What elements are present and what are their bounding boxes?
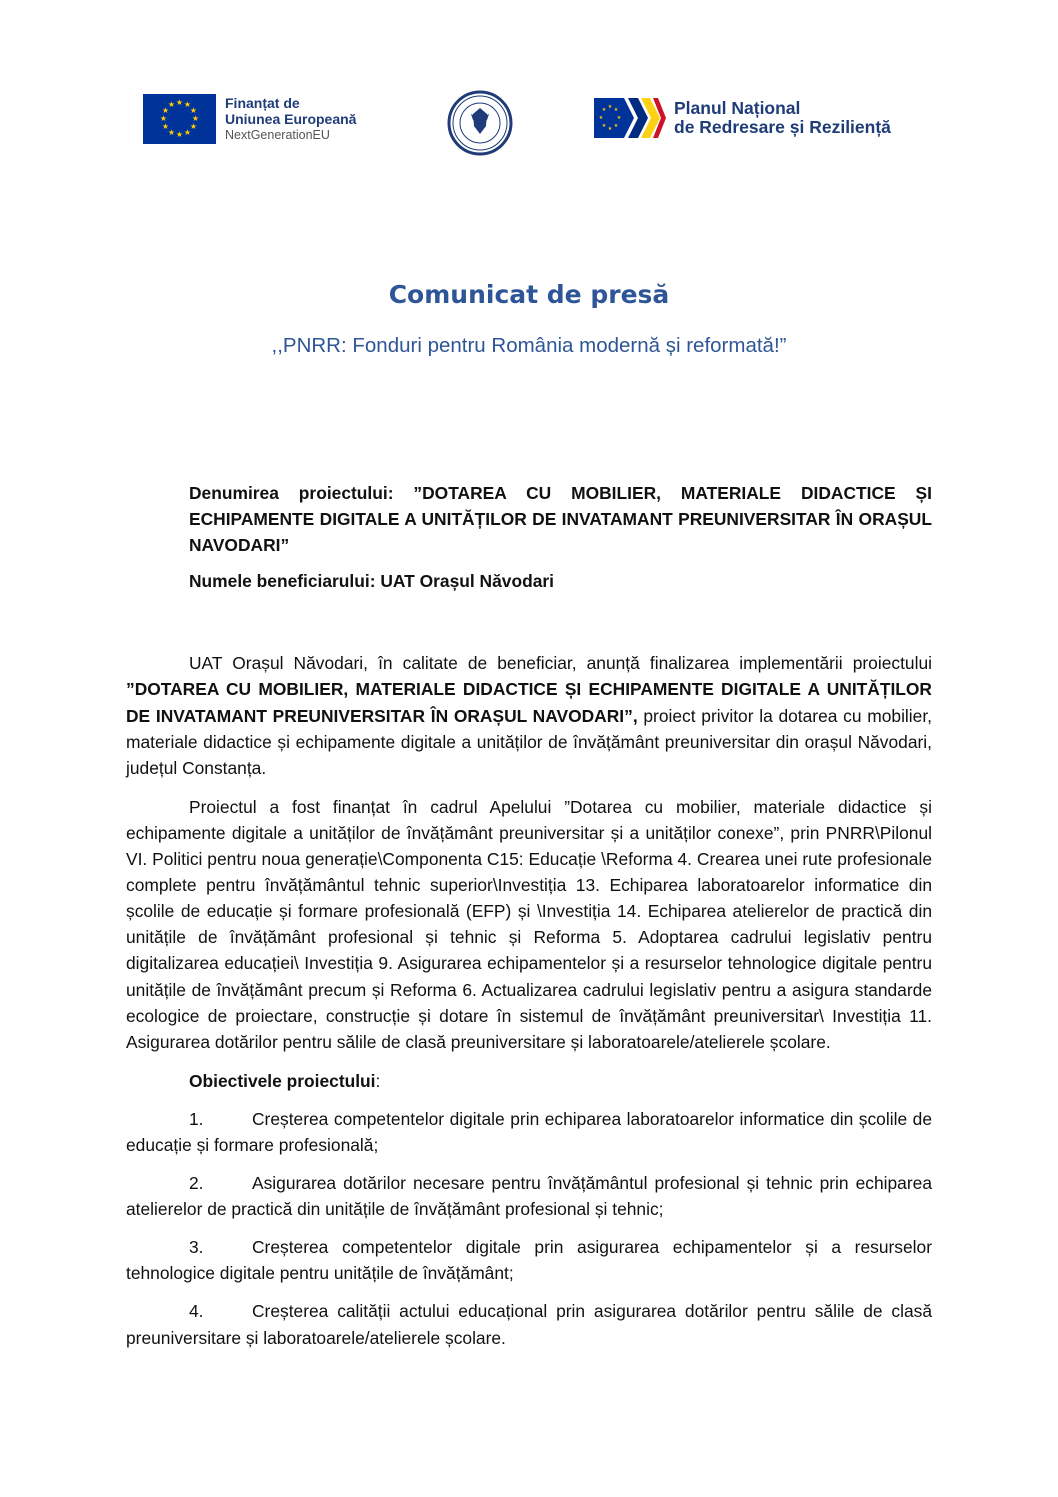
paragraph1-intro: UAT Orașul Năvodari, în calitate de beneficiar, anunță finalizarea implementării proiectului — [189, 653, 932, 674]
objective-text: Creșterea competentelor digitale prin echiparea laboratoarelor informatice din școlile de educație și formare profesională; — [126, 1108, 932, 1155]
svg-text:★: ★ — [159, 114, 168, 123]
paragraph-announcement — [126, 650, 932, 780]
pnrr-logo-line1: Planul Național — [674, 98, 801, 118]
svg-text:★: ★ — [616, 115, 622, 121]
objective-number: 3. — [189, 1237, 204, 1258]
document-body — [126, 480, 932, 1351]
objective-text: Creșterea calității actului educațional prin asigurarea dotărilor pentru sălile de clasă preuniversitare și laboratoarele/atelierele școlare. — [126, 1301, 932, 1348]
svg-text:★: ★ — [607, 126, 613, 132]
objectives-heading-colon: : — [375, 1070, 381, 1091]
objective-text: Creșterea competentelor digitale prin asigurarea echipamentelor și a resurselor tehnologice digitale pentru unitățile de învățământ; — [126, 1237, 932, 1284]
pnrr-logo-line2: de Redresare și Reziliență — [674, 117, 891, 137]
svg-text:★: ★ — [601, 107, 607, 113]
objective-item — [126, 1298, 932, 1350]
page-subtitle: ,,PNRR: Fonduri pentru România modernă și reformată!” — [271, 334, 787, 357]
objective-number: 1. — [189, 1108, 204, 1129]
objectives-heading-text: Obiectivele proiectului — [189, 1070, 376, 1091]
objective-item — [126, 1234, 932, 1286]
svg-text:★: ★ — [613, 123, 619, 129]
svg-text:★: ★ — [189, 122, 198, 131]
objective-number: 4. — [189, 1301, 204, 1322]
eu-logo-line2: Uniunea Europeană — [225, 111, 357, 127]
paragraph-funding: Proiectul a fost finanțat în cadrul Apelului ”Dotarea cu mobilier, materiale didactice și echipamente digitale a unităților de învățământ preuniversitar și a unităților conexe”, prin PNRR\Pilonul VI. Politici pentru noua generație\Componenta C15: Educație \Reforma 4. Crearea unei rute profesionale complete pentru învățământul tehnic superior\Investiția 13. Echiparea laboratoarelor informatice din școlile de educație și formare profesională (EFP) și \Investiția 14. Echiparea atelierelor de practică din unitățile de învățământ profesional și tehnic și Reforma 5. Adoptarea cadrului legislativ pentru digitalizarea educației\ Investiția 9. Asigurarea echipamentelor și a resurselor tehnologice digitale pentru unitățile de învățământ precum și Reforma 6. Actualizarea cadrului legislativ pentru a asigura standarde ecologice de proiectare, construcție și dotare în sistemul de învățământ preuniversitar\ Investiția 11. Asigurarea dotărilor pentru sălile de clasă preuniversitare și laboratoarele/atelierele școlare. — [126, 796, 932, 1052]
project-label: Denumirea proiectului: — [189, 483, 394, 503]
eu-logo-line1: Finanțat de — [225, 95, 300, 111]
pnrr-logo — [594, 96, 891, 140]
beneficiary-line: Numele beneficiarului: UAT Orașul Năvodari — [189, 571, 554, 592]
objective-text: Asigurarea dotărilor necesare pentru învățământul profesional și tehnic prin echiparea atelierelor de practică din unitățile de învățământ profesional și tehnic; — [126, 1173, 932, 1220]
objective-number: 2. — [189, 1173, 204, 1194]
page-title: Comunicat de presă — [388, 280, 670, 309]
svg-text:★: ★ — [598, 115, 604, 121]
objective-item — [126, 1170, 932, 1222]
paragraph1-project: ”DOTAREA CU MOBILIER, MATERIALE DIDACTICE ȘI ECHIPAMENTE DIGITALE A UNITĂȚILOR DE INVATAMANT PREUNIVERSITAR ÎN ORAȘUL NAVODARI”, — [126, 679, 932, 726]
eu-flag-icon — [143, 94, 216, 144]
svg-text:★: ★ — [613, 107, 619, 113]
svg-text:★: ★ — [161, 122, 170, 131]
svg-text:★: ★ — [183, 128, 192, 137]
paragraph1-rest: proiect privitor la dotarea cu mobilier, materiale didactice și echipamente digitale a unităților de învățământ preuniversitar din orașul Năvodari, județul Constanța. — [126, 705, 932, 778]
svg-text:★: ★ — [189, 106, 198, 115]
svg-text:★: ★ — [601, 123, 607, 129]
svg-text:★: ★ — [175, 130, 184, 139]
project-title: ”DOTAREA CU MOBILIER, MATERIALE DIDACTICE ȘI ECHIPAMENTE DIGITALE A UNITĂȚILOR DE INVATAMANT PREUNIVERSITAR ÎN ORAȘUL NAVODARI” — [189, 483, 932, 556]
svg-text:★: ★ — [161, 106, 170, 115]
svg-text:★: ★ — [167, 100, 176, 109]
objectives-heading — [126, 1068, 932, 1094]
svg-text:★: ★ — [607, 104, 613, 110]
svg-text:★: ★ — [175, 98, 184, 107]
pnrr-arrows-icon — [594, 96, 666, 140]
svg-text:★: ★ — [191, 114, 200, 123]
project-name — [126, 480, 932, 558]
svg-text:★: ★ — [183, 100, 192, 109]
header-logos — [0, 88, 1058, 160]
svg-text:★: ★ — [167, 128, 176, 137]
romanian-government-emblem-icon — [447, 90, 513, 156]
eu-logo-line3: NextGenerationEU — [225, 128, 330, 142]
objective-item — [126, 1106, 932, 1158]
eu-funding-logo — [143, 94, 356, 144]
